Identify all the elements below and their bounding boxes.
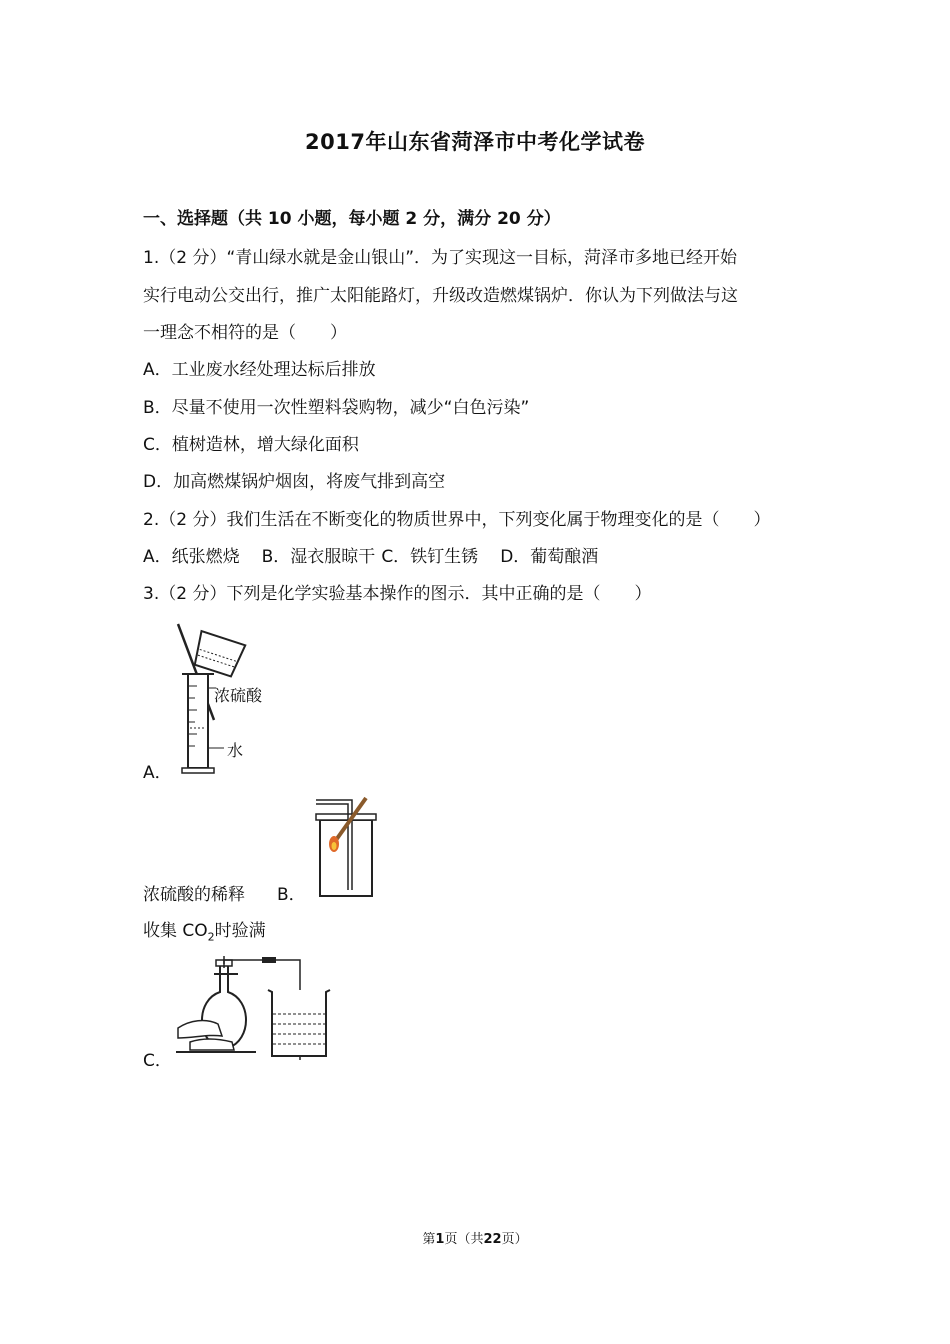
q1-option-d: D．加高燃煤锅炉烟囱，将废气排到高空	[143, 472, 446, 492]
q3-caption-b: 收集 $CO_2$时验满	[143, 921, 266, 944]
current-page-number: 1	[435, 1232, 445, 1247]
q3-stem: 3.（2 分）下列是化学实验基本操作的图示．其中正确的是（ ）	[143, 584, 652, 604]
q2-option-c: C．铁钉生锈	[381, 547, 479, 567]
q1-option-c: C．植树造林，增大绿化面积	[143, 435, 359, 455]
q2-option-a: A．纸张燃烧	[143, 547, 240, 567]
section-heading: 一、选择题（共 10 小题，每小题 2 分，满分 20 分）	[143, 209, 561, 229]
page-title: 2017年山东省菏泽市中考化学试卷	[305, 130, 645, 154]
q1-option-b: B．尽量不使用一次性塑料袋购物，减少“白色污染”	[143, 398, 530, 418]
q3-option-a: A．	[143, 763, 172, 783]
q1-stem-line3: 一理念不相符的是（ ）	[143, 323, 347, 343]
q1-stem-line1: 1.（2 分）“青山绿水就是金山银山”．为了实现这一目标，菏泽市多地已经开始	[143, 248, 738, 268]
figure-c-airtightness-check	[176, 954, 336, 1062]
figure-a-label-acid: 浓硫酸	[214, 686, 263, 705]
q1-option-a: A．工业废水经处理达标后排放	[143, 360, 376, 380]
page-footer: 第1页（共22页）	[422, 1232, 528, 1247]
figure-b-co2-collection	[308, 796, 378, 900]
q3-option-c: C．	[143, 1051, 172, 1071]
q3-option-b: B．	[277, 885, 306, 905]
q3-caption-a: 浓硫酸的稀释	[143, 885, 245, 905]
q1-stem-line2: 实行电动公交出行，推广太阳能路灯，升级改造燃煤锅炉．你认为下列做法与这	[143, 286, 738, 306]
total-page-number: 22	[483, 1232, 502, 1247]
figure-a-label-water: 水	[227, 741, 244, 760]
q2-stem: 2.（2 分）我们生活在不断变化的物质世界中，下列变化属于物理变化的是（ ）	[143, 510, 771, 530]
q2-option-d: D．葡萄酿酒	[500, 547, 599, 567]
q2-option-b: B．湿衣服晾干	[261, 547, 376, 567]
q2-options	[143, 545, 598, 569]
